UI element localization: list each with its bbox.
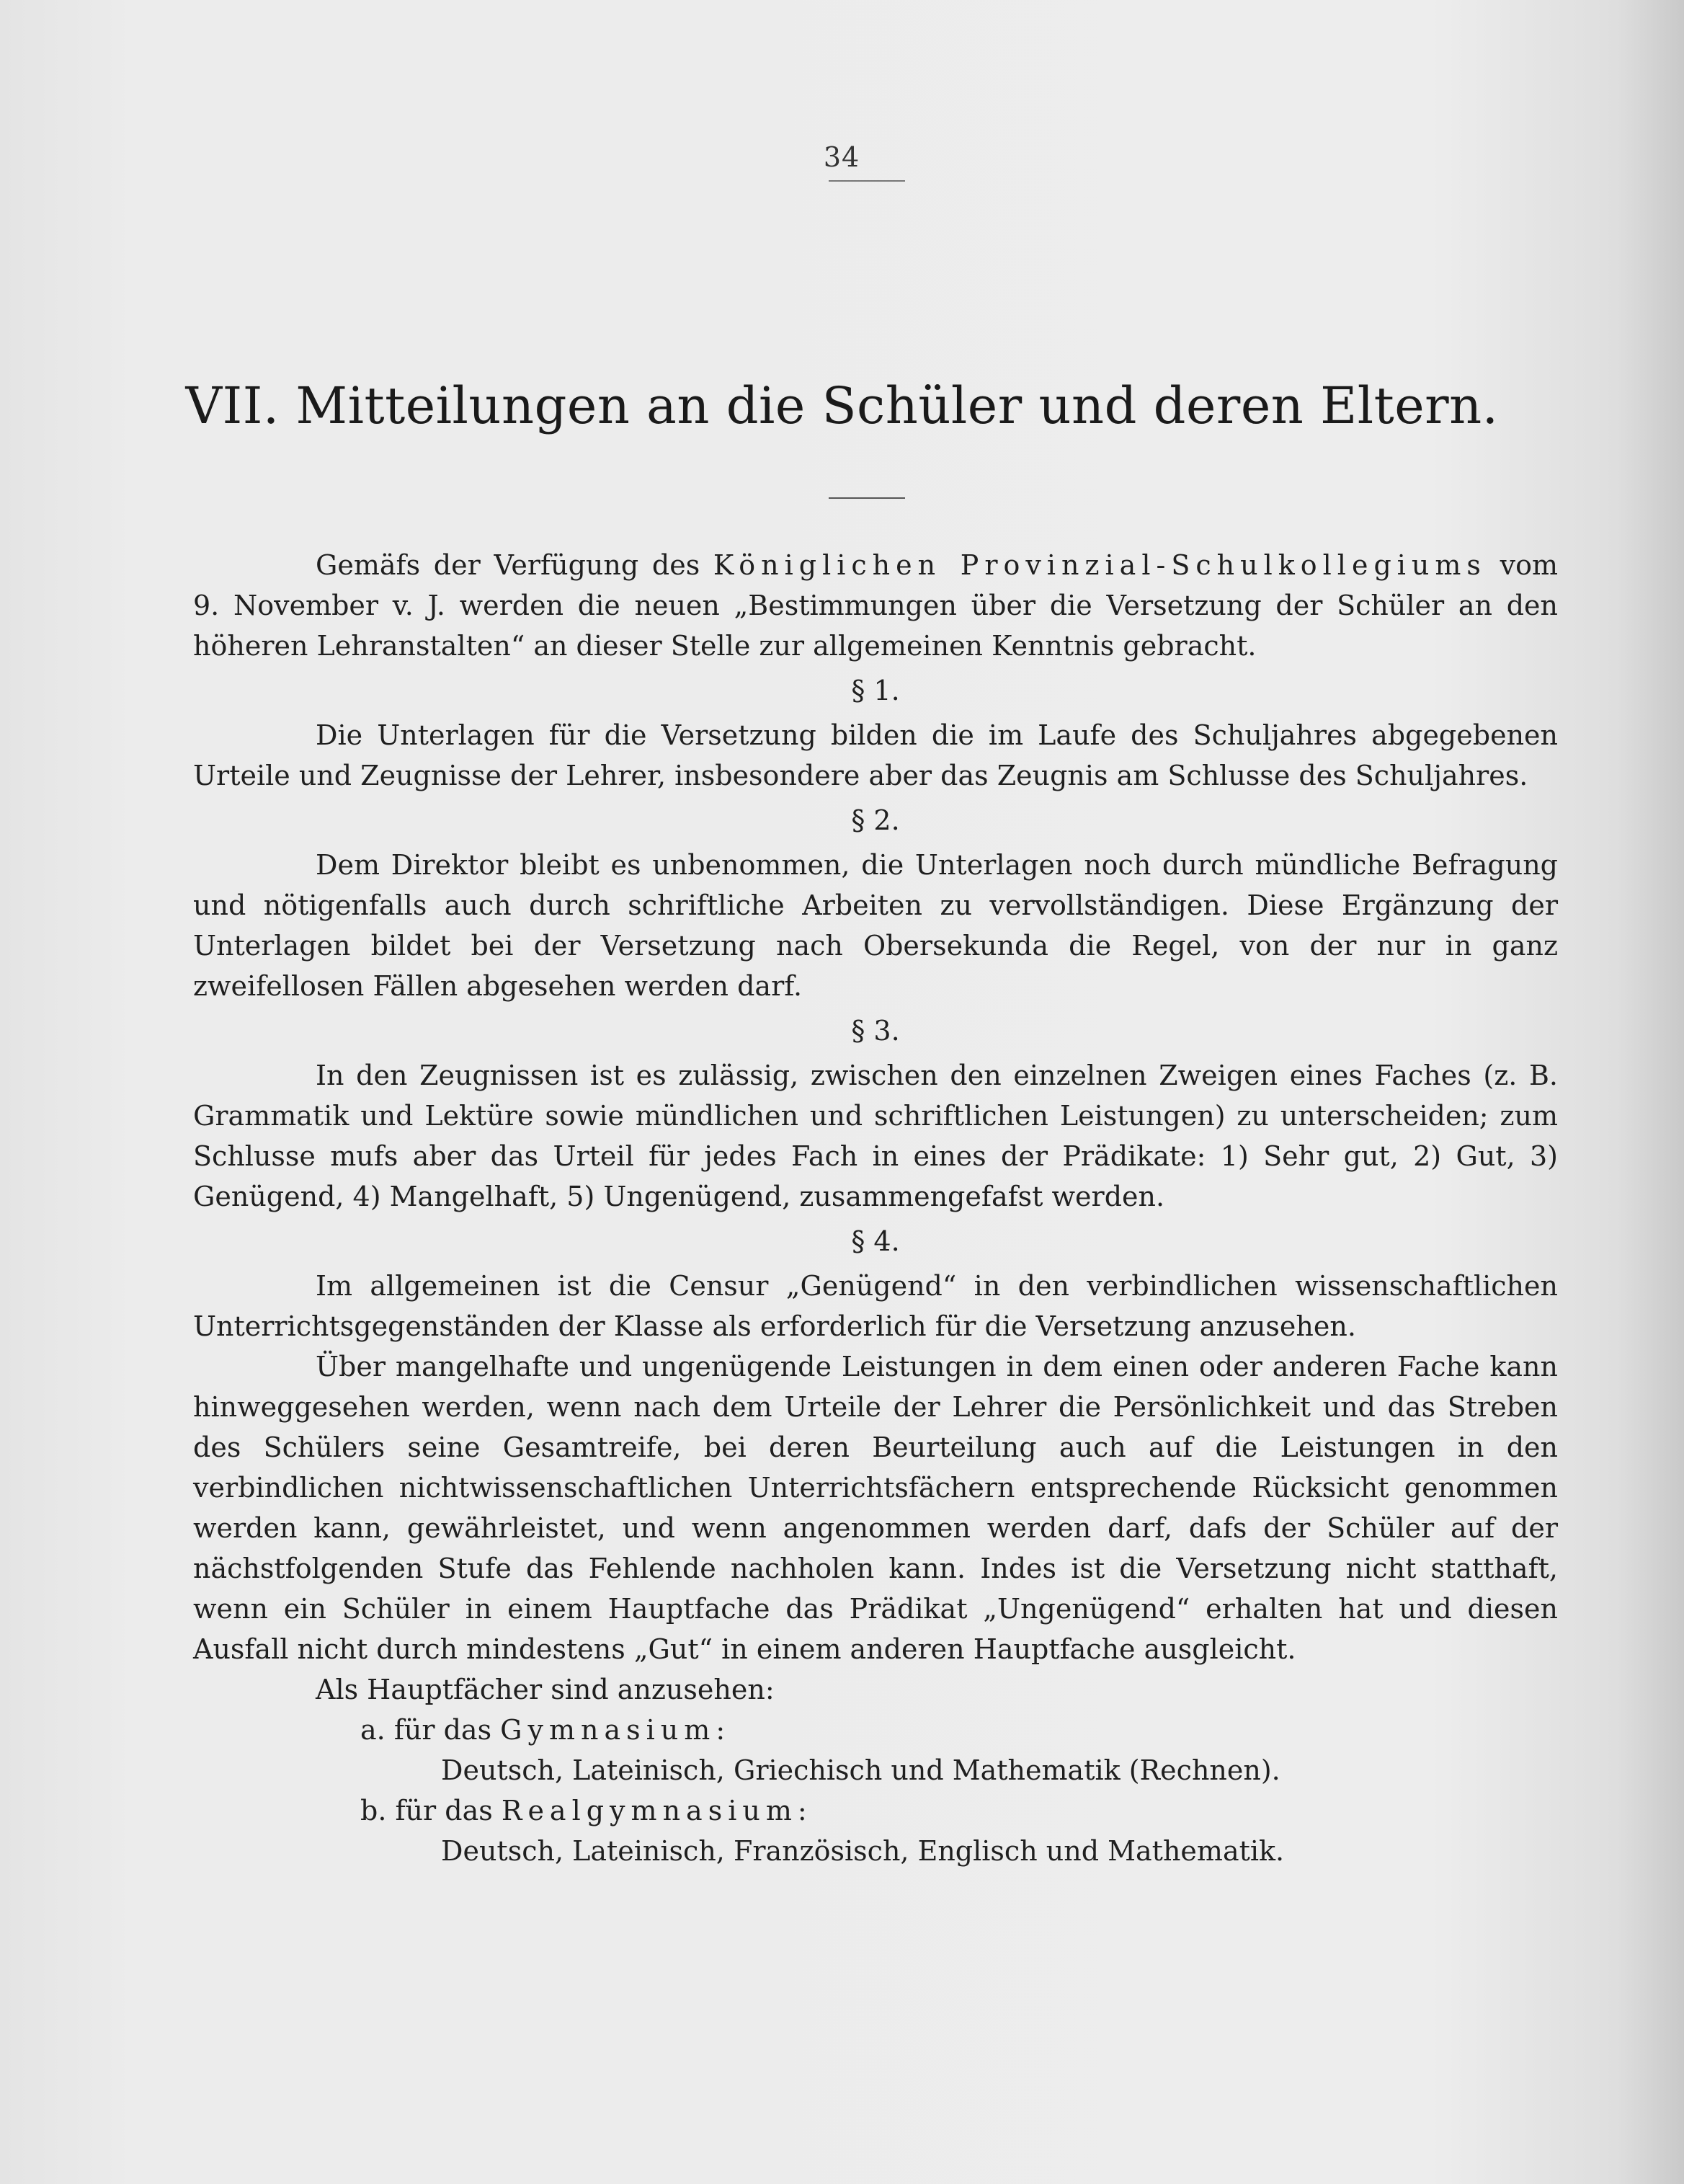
- page-number-rule: [829, 180, 905, 182]
- intro-authority: Königlichen Provinzial-Schulkollegiums: [713, 549, 1487, 581]
- title-rule: [829, 497, 905, 499]
- document-body: [193, 545, 1558, 1871]
- section-paragraph: Dem Direktor bleibt es unbenommen, die Unterlagen noch durch mündliche Befragung und nötigenfalls auch durch schriftliche Arbeiten zu vervollständigen. Diese Ergänzung der Unterlagen bildet bei der Versetzung nach Obersekunda die Regel, von der nur in ganz zweifellosen Fällen abgesehen werden darf.: [193, 849, 1558, 1002]
- intro-paragraph: [193, 545, 1558, 666]
- section-heading: § 4.: [851, 1225, 900, 1257]
- list-item-prefix: b. für das: [360, 1795, 502, 1826]
- list-item-suffix: :: [716, 1714, 726, 1746]
- list-item-prefix: a. für das: [360, 1714, 501, 1746]
- school-type: Realgymnasium: [501, 1795, 798, 1826]
- section-paragraph: Die Unterlagen für die Versetzung bilden die im Laufe des Schuljahres abgegebenen Urteile und Zeugnisse der Lehrer, insbesondere aber das Zeugnis am Schlusse des Schuljahres.: [193, 719, 1558, 791]
- page-number: 34: [823, 141, 860, 173]
- section-heading: § 2.: [851, 804, 900, 836]
- list-item-label: [193, 1710, 1558, 1750]
- chapter-title: VII. Mitteilungen an die Schüler und deren Eltern.: [185, 376, 1499, 435]
- school-type: Gymnasium: [500, 1714, 716, 1746]
- list-item-subjects: Deutsch, Lateinisch, Französisch, Englisch und Mathematik.: [441, 1835, 1285, 1867]
- list-item-label: [193, 1790, 1558, 1831]
- hauptfaecher-list: [193, 1710, 1558, 1871]
- section-paragraph: Im allgemeinen ist die Censur „Genügend“ in den verbindlichen wissenschaftlichen Unterrichtsgegenständen der Klasse als erforderlich für die Versetzung anzusehen.: [193, 1270, 1558, 1342]
- list-item-subjects: Deutsch, Lateinisch, Griechisch und Mathematik (Rechnen).: [441, 1754, 1280, 1786]
- intro-text-1: Gemäfs der Verfügung des: [316, 549, 713, 581]
- intro-text-2: vom 9. November v. J. werden die neuen „Bestimmungen über die Versetzung der Schüler an den höheren Lehranstalten“ an dieser Stelle zur allgemeinen Kenntnis gebracht.: [193, 549, 1559, 662]
- section-paragraph: In den Zeugnissen ist es zulässig, zwischen den einzelnen Zweigen eines Faches (z. B. Grammatik und Lektüre sowie mündlichen und schriftlichen Leistungen) zu unterscheiden; zum Schlusse mufs aber das Urteil für jedes Fach in eines der Prädikate: 1) Sehr gut, 2) Gut, 3) Genügend, 4) Mangelhaft, 5) Ungenügend, zusammengefafst werden.: [193, 1060, 1558, 1212]
- section-heading: § 3.: [851, 1015, 900, 1047]
- section-paragraph: Über mangelhafte und ungenügende Leistungen in dem einen oder anderen Fache kann hinweggesehen werden, wenn nach dem Urteile der Lehrer die Persönlichkeit und das Streben des Schülers seine Gesamtreife, bei deren Beurteilung auch auf die Leistungen in den verbindlichen nichtwissenschaftlichen Unterrichtsfächern entsprechende Rücksicht genommen werden kann, gewährleistet, und wenn angenommen werden darf, dafs der Schüler auf der nächstfolgenden Stufe das Fehlende nachholen kann. Indes ist die Versetzung nicht statthaft, wenn ein Schüler in einem Hauptfache das Prädikat „Ungenügend“ erhalten hat und diesen Ausfall nicht durch mindestens „Gut“ in einem anderen Hauptfache ausgleicht.: [193, 1351, 1558, 1665]
- list-item-suffix: :: [797, 1795, 807, 1826]
- hauptfaecher-intro: Als Hauptfächer sind anzusehen:: [316, 1674, 775, 1705]
- section-heading: § 1.: [851, 675, 900, 706]
